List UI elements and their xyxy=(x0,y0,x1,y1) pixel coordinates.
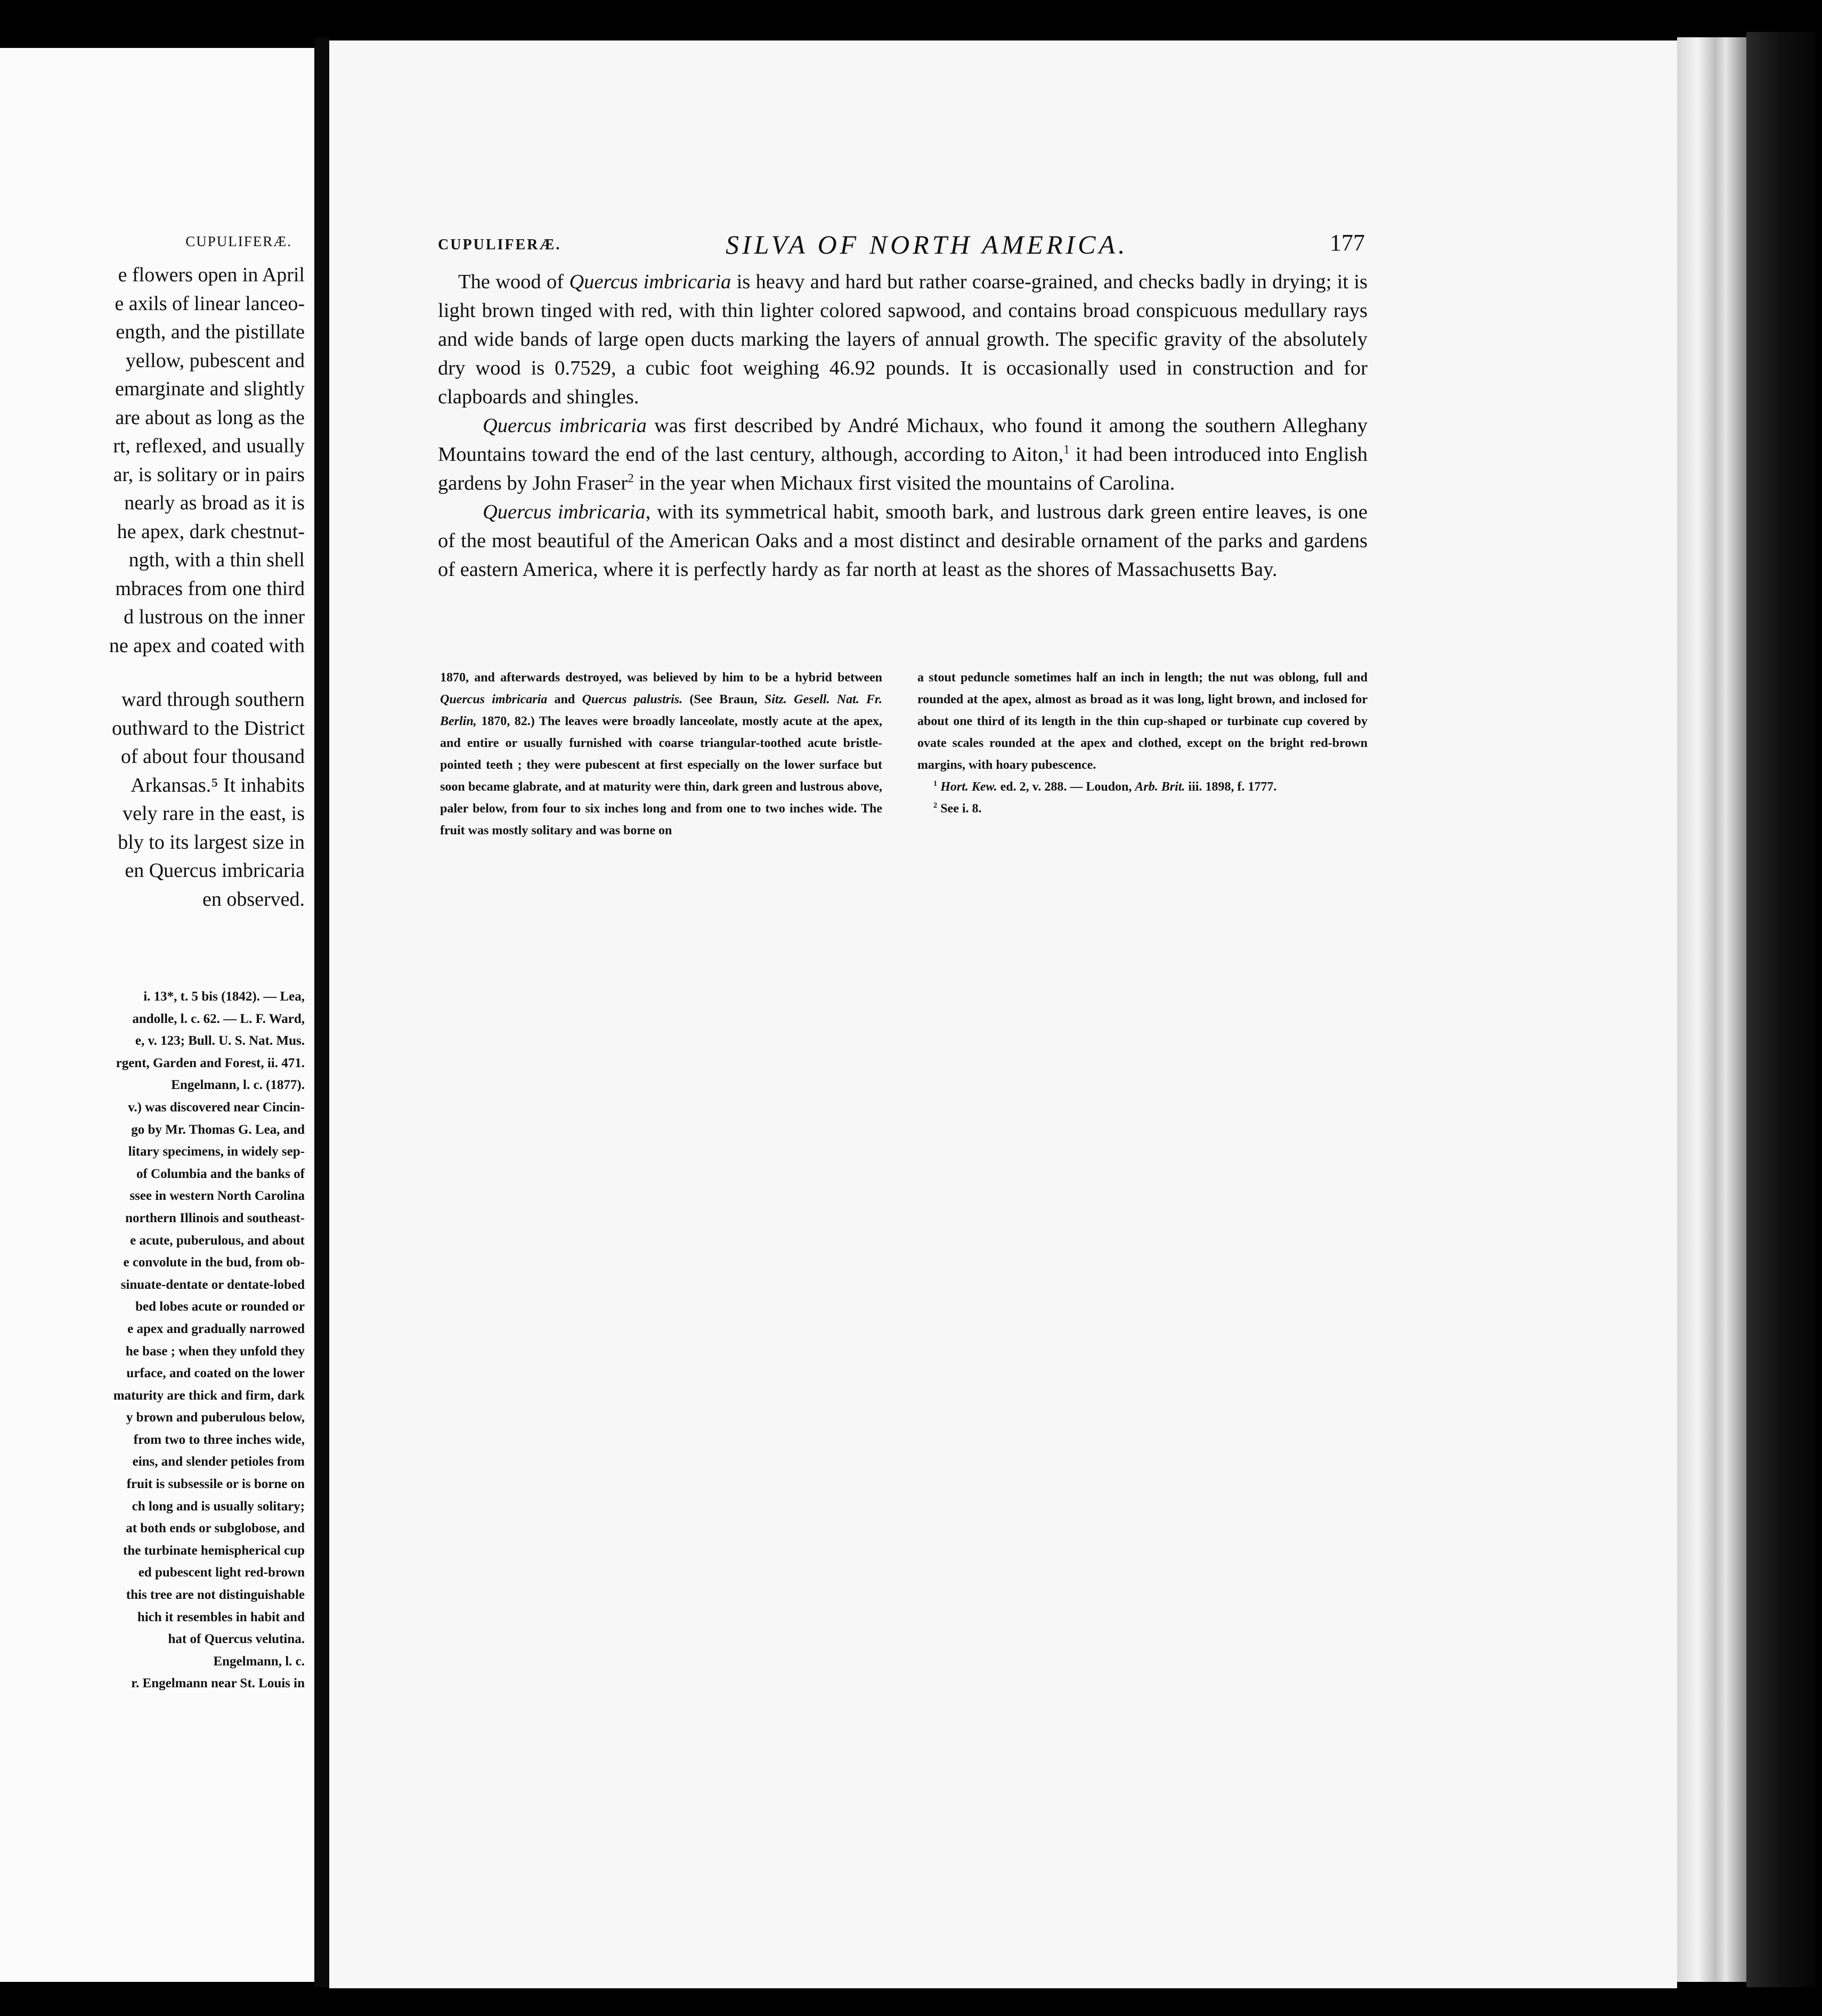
left-running-head: CUPULIFERÆ. xyxy=(185,233,292,249)
footnote-column-right xyxy=(917,667,1368,820)
text-line: Engelmann, l. c. xyxy=(213,1654,305,1669)
species-name: Quercus imbricaria xyxy=(483,501,646,523)
text-line: ed pubescent light red-brown xyxy=(138,1565,305,1580)
text-line: outhward to the District xyxy=(112,717,305,739)
text-line: bly to its largest size in xyxy=(118,831,305,853)
text-line: maturity are thick and firm, dark xyxy=(113,1388,305,1403)
page-edges xyxy=(1677,37,1746,1982)
text-line: go by Mr. Thomas G. Lea, and xyxy=(131,1122,305,1137)
text-line: Engelmann, l. c. (1877). xyxy=(171,1078,305,1093)
text-line: yellow, pubescent and xyxy=(125,349,305,372)
text-line: rgent, Garden and Forest, ii. 471. xyxy=(116,1055,305,1070)
text-line: hich it resembles in habit and xyxy=(137,1609,305,1624)
text-line: urface, and coated on the lower xyxy=(126,1366,305,1381)
text-line: of Columbia and the banks of xyxy=(136,1166,305,1181)
text-line: r. Engelmann near St. Louis in xyxy=(131,1676,305,1691)
footnote-column-left: 1870, and afterwards destroyed, was believed by him to be a hybrid between Quercus imbricaria and Quercus palustris. (See Braun, Sitz. Gesell. Nat. Fr. Berlin, 1870, 82.) The leaves were broadly lanceolate, mostly acute at the apex, and entire or usually furnished with coarse triangular-toothed acute bristle-pointed teeth ; they were pubescent at first especially on the lower surface but soon became glabrate, and at maturity were thin, dark green and lustrous above, paler below, from four to six inches long and from one to two inches wide. The fruit was mostly solitary and was borne on xyxy=(440,671,883,838)
text-line: andolle, l. c. 62. — L. F. Ward, xyxy=(132,1011,305,1026)
text-line: he base ; when they unfold they xyxy=(125,1344,305,1359)
left-main-text xyxy=(0,261,305,914)
paragraph-history: Quercus imbricaria was first described by André Michaux, who found it among the southern Alleghany Mountains toward the end of the last century, although, according to Aiton,$^1$ it had been introduced into English gardens by John Fraser$^2$ in the year when Michaux first visited the mountains of Carolina. xyxy=(438,414,1368,494)
text-line: mbraces from one third xyxy=(115,577,305,600)
text-line: ar, is solitary or in pairs xyxy=(113,463,305,486)
text-line: d lustrous on the inner xyxy=(124,606,305,628)
footnote-continuation: a stout peduncle sometimes half an inch in length; the nut was oblong, full and rounded at the apex, almost as broad as it was long, light brown, and inclosed for about one third of its length in the thin cup-shaped or turbinate cup covered by ovate scales rounded at the apex and clothed, except on the bright red-brown margins, with hoary pubescence. xyxy=(917,671,1368,772)
text-line: ength, and the pistillate xyxy=(116,321,305,343)
text-line: he apex, dark chestnut- xyxy=(117,520,305,543)
text-line: fruit is subsessile or is borne on xyxy=(126,1477,305,1492)
running-head-section: CUPULIFERÆ. xyxy=(438,237,562,253)
text-line: sinuate-dentate or dentate-lobed xyxy=(120,1277,305,1292)
text-line: emarginate and slightly xyxy=(115,378,305,400)
running-head-title: SILVA OF NORTH AMERICA. xyxy=(726,230,1128,259)
text-line: eins, and slender petioles from xyxy=(132,1454,305,1469)
text-line: northern Illinois and southeast- xyxy=(125,1210,305,1225)
text-line: v.) was discovered near Cincin- xyxy=(128,1100,305,1115)
text-line: the turbinate hemispherical cup xyxy=(123,1543,305,1558)
species-name: Quercus imbricaria xyxy=(483,414,647,437)
page-number: 177 xyxy=(1330,230,1365,256)
text-line: ssee in western North Carolina xyxy=(129,1189,305,1204)
text-line: e axils of linear lanceo- xyxy=(115,292,305,315)
left-footnotes xyxy=(0,986,305,1695)
running-head xyxy=(438,229,1365,261)
book-cover-edge xyxy=(1746,32,1816,1987)
text-line: this tree are not distinguishable xyxy=(126,1588,305,1603)
text-line: vely rare in the east, is xyxy=(123,802,305,825)
text-line: bed lobes acute or rounded or xyxy=(135,1299,305,1314)
text-line: ne apex and coated with xyxy=(109,634,305,657)
text-line: e apex and gradually narrowed xyxy=(127,1321,305,1336)
text-line: i. 13*, t. 5 bis (1842). — Lea, xyxy=(143,989,305,1004)
text-line: hat of Quercus velutina. xyxy=(168,1632,305,1647)
footnote-2: $^2$ See i. 8. xyxy=(933,801,982,816)
line-gap xyxy=(0,660,305,686)
text-line: Arkansas.⁵ It inhabits xyxy=(131,774,305,796)
text-line: ch long and is usually solitary; xyxy=(132,1499,305,1514)
text-line: nearly as broad as it is xyxy=(124,492,305,514)
paragraph-wood: The wood of Quercus imbricaria is heavy and hard but rather coarse-grained, and checks badly in drying; it is light brown tinged with red, with thin lighter colored sapwood, and contains broad conspicuous medullary rays and wide bands of large open ducts marking the layers of annual growth. The specific gravity of the absolutely dry wood is 0.7529, a cubic foot weighing 46.92 pounds. It is occasionally used in construction and for clapboards and shingles. xyxy=(438,271,1368,408)
text-line: en Quercus imbricaria xyxy=(125,859,305,882)
footnote-ref-1: 1 xyxy=(1063,442,1070,457)
footnote-ref-2: 2 xyxy=(628,471,634,485)
text-line: y brown and puberulous below, xyxy=(126,1410,305,1425)
text-line: e flowers open in April xyxy=(118,264,305,286)
text-line: of about four thousand xyxy=(120,745,305,768)
body-text xyxy=(438,267,1368,584)
book-gutter xyxy=(314,37,329,1987)
text-line: from two to three inches wide, xyxy=(133,1432,305,1447)
text-line: en observed. xyxy=(202,888,305,911)
text-line: e, v. 123; Bull. U. S. Nat. Mus. xyxy=(135,1034,305,1048)
text-line: e convolute in the bud, from ob- xyxy=(123,1255,305,1270)
text-line: rt, reflexed, and usually xyxy=(113,435,305,457)
text-line: ward through southern xyxy=(121,688,305,711)
text-line: are about as long as the xyxy=(115,406,305,429)
text-line: litary specimens, in widely sep- xyxy=(128,1144,305,1159)
paragraph-ornament: Quercus imbricaria, with its symmetrical habit, smooth bark, and lustrous dark green entire leaves, is one of the most beautiful of the American Oaks and a most distinct and desirable ornament of the parks and gardens of eastern America, where it is perfectly hardy as far north at least as the shores of Massachusetts Bay. xyxy=(438,501,1368,581)
footnote-1: $^1$ Hort. Kew. ed. 2, v. 288. — Loudon, Arb. Brit. iii. 1898, f. 1777. xyxy=(933,779,1277,794)
left-page-fragment xyxy=(0,48,314,1982)
text-line: e acute, puberulous, and about xyxy=(130,1233,305,1248)
text-line: ngth, with a thin shell xyxy=(128,549,305,571)
text-line: at both ends or subglobose, and xyxy=(126,1521,305,1536)
species-name: Quercus imbricaria xyxy=(569,271,731,293)
